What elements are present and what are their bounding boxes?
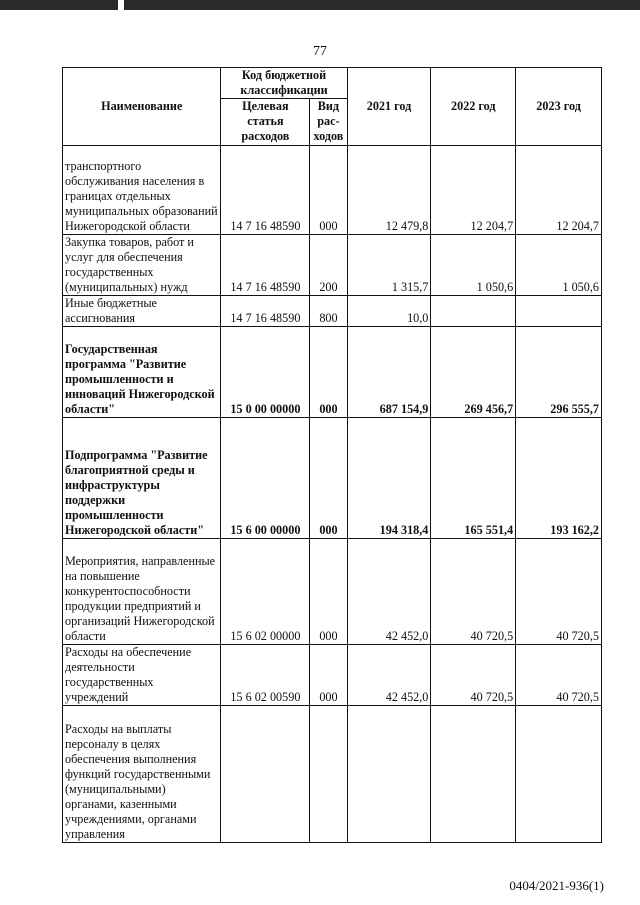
row-value-2023: 296 555,7: [516, 326, 602, 417]
table-row: [63, 417, 602, 538]
row-target-code: 15 0 00 00000: [221, 326, 310, 417]
row-value-2021: 194 318,4: [347, 417, 431, 538]
row-value-2021: 42 452,0: [347, 644, 431, 705]
row-expense-type: 800: [310, 295, 347, 326]
row-name: Иные бюджетные ассигнования: [63, 295, 221, 326]
budget-table: [62, 67, 602, 843]
header-expense-type: Вид рас-ходов: [310, 98, 347, 145]
row-value-2022: 12 204,7: [431, 145, 516, 234]
row-value-2023: [516, 295, 602, 326]
row-value-2022: 1 050,6: [431, 234, 516, 295]
row-value-2021: 1 315,7: [347, 234, 431, 295]
row-value-2022: 165 551,4: [431, 417, 516, 538]
table-row: [63, 234, 602, 295]
header-year-2022: 2022 год: [431, 68, 516, 146]
row-value-2022: 40 720,5: [431, 644, 516, 705]
row-name: Закупка товаров, работ и услуг для обеспечения государственных (муниципальных) нужд: [63, 234, 221, 295]
row-target-code: 15 6 02 00000: [221, 538, 310, 644]
row-value-2022: [431, 295, 516, 326]
row-expense-type: 000: [310, 145, 347, 234]
row-expense-type: 000: [310, 326, 347, 417]
table-row: [63, 295, 602, 326]
row-target-code: 15 6 02 00590: [221, 644, 310, 705]
header-target-article: Целевая статья расходов: [221, 98, 310, 145]
row-value-2022: 40 720,5: [431, 538, 516, 644]
row-value-2022: 269 456,7: [431, 326, 516, 417]
row-value-2021: 10,0: [347, 295, 431, 326]
row-value-2021: 687 154,9: [347, 326, 431, 417]
table-row: [63, 145, 602, 234]
header-budget-code: Код бюджетной классификации: [221, 68, 347, 99]
table-row: [63, 538, 602, 644]
table-row: [63, 326, 602, 417]
row-name: Расходы на выплаты персоналу в целях обеспечения выполнения функций государственными (муниципальными) органами, казенными учреждениями, органами управления: [63, 705, 221, 842]
row-target-code: 14 7 16 48590: [221, 234, 310, 295]
row-target-code: 14 7 16 48590: [221, 295, 310, 326]
row-target-code: 14 7 16 48590: [221, 145, 310, 234]
row-expense-type: 000: [310, 417, 347, 538]
row-expense-type: 000: [310, 538, 347, 644]
row-name: Государственная программа "Развитие промышленности и инноваций Нижегородской области": [63, 326, 221, 417]
row-expense-type: 000: [310, 644, 347, 705]
table-row: [63, 644, 602, 705]
scan-top-border: [0, 0, 640, 10]
row-name: Подпрограмма "Развитие благоприятной среды и инфраструктуры поддержки промышленности Нижегородской области": [63, 417, 221, 538]
row-value-2023: 193 162,2: [516, 417, 602, 538]
table-row: [63, 705, 602, 842]
row-value-2021: 12 479,8: [347, 145, 431, 234]
row-value-2023: 40 720,5: [516, 538, 602, 644]
row-name: транспортного обслуживания населения в границах отдельных муниципальных образований Нижегородской области: [63, 145, 221, 234]
document-code: 0404/2021-936(1): [509, 878, 604, 893]
page-number: 77: [313, 44, 327, 59]
row-value-2023: 12 204,7: [516, 145, 602, 234]
row-expense-type: [310, 705, 347, 842]
row-name: Мероприятия, направленные на повышение конкурентоспособности продукции предприятий и организаций Нижегородской области: [63, 538, 221, 644]
header-year-2023: 2023 год: [516, 68, 602, 146]
row-target-code: [221, 705, 310, 842]
row-value-2023: [516, 705, 602, 842]
header-year-2021: 2021 год: [347, 68, 431, 146]
row-expense-type: 200: [310, 234, 347, 295]
row-target-code: 15 6 00 00000: [221, 417, 310, 538]
row-value-2023: 1 050,6: [516, 234, 602, 295]
row-value-2021: 42 452,0: [347, 538, 431, 644]
row-name: Расходы на обеспечение деятельности государственных учреждений: [63, 644, 221, 705]
scan-top-border-gap: [118, 0, 124, 10]
header-name: Наименование: [63, 68, 221, 146]
row-value-2022: [431, 705, 516, 842]
row-value-2023: 40 720,5: [516, 644, 602, 705]
row-value-2021: [347, 705, 431, 842]
